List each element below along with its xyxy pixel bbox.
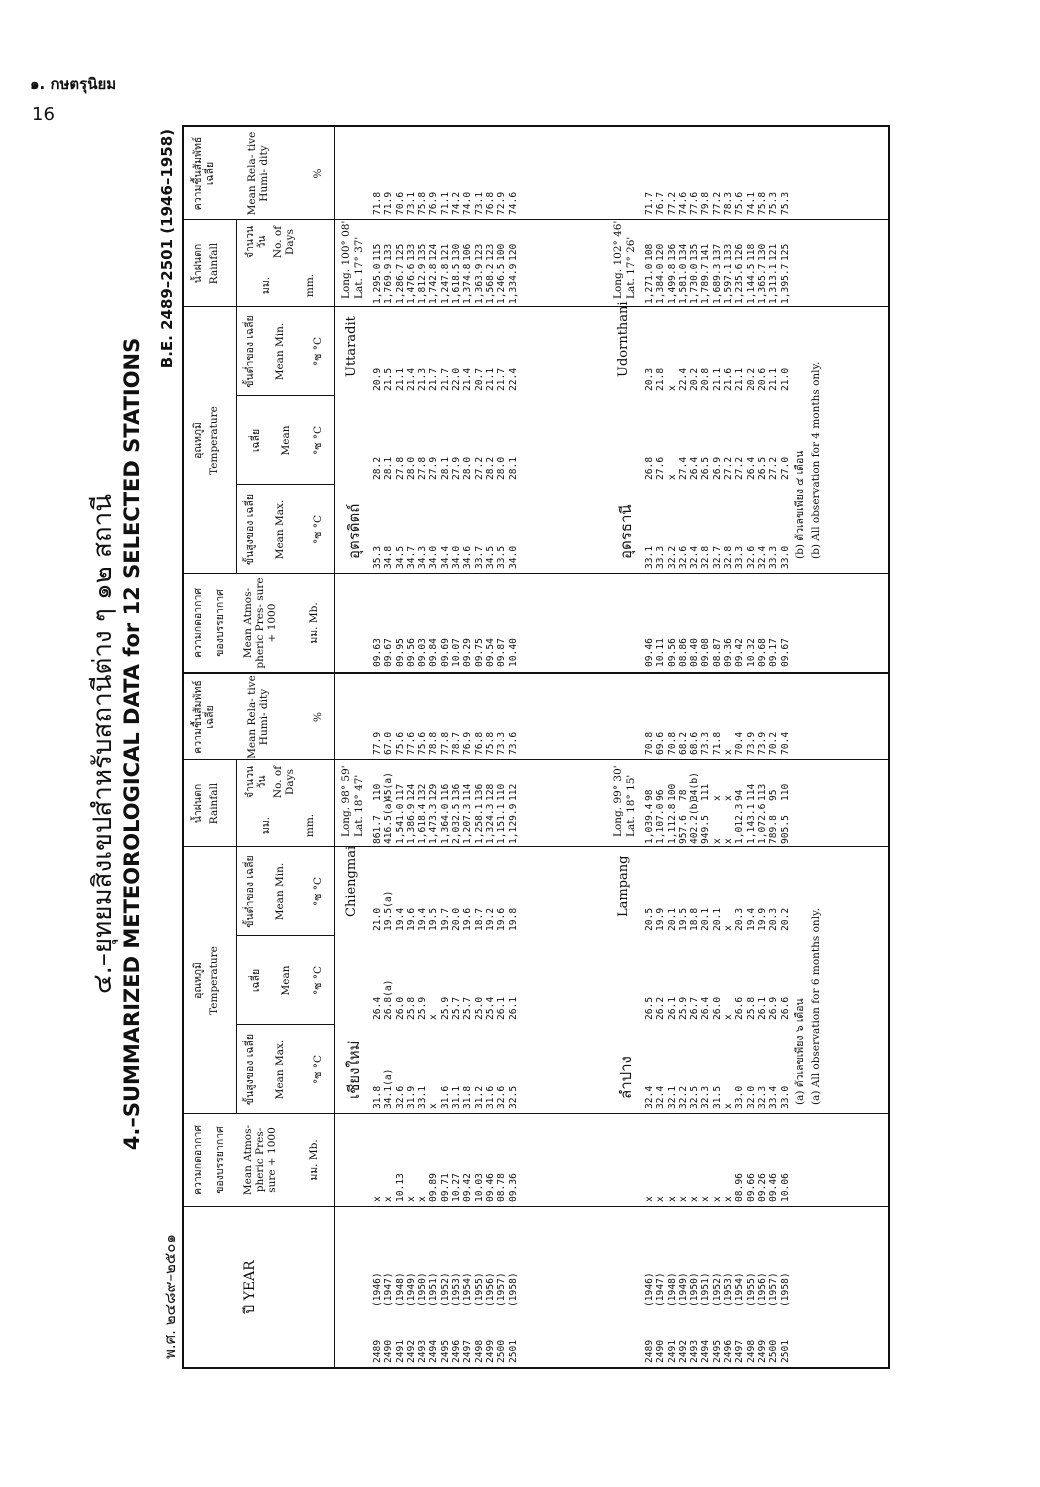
station-longitude: Long. 100° 08' [340,220,352,299]
station-latitude: Lat. 17° 26' [625,236,637,299]
header-pressure-en: Mean Atmos- pheric Pres- sure + 1000 [242,1124,278,1195]
rain_days-column: 98 96 100 78 34(b) 111 x x 94 114 113 95 110 [644,771,791,801]
pressure-column: 09.63 09.67 09.95 09.56 09.03 09.84 09.69 10.07 09.29 09.75 09.54 09.87 10.40 [372,637,519,667]
station-name: Udornthani [616,300,631,377]
header-rain-th: น้ำฝนตก [192,243,204,283]
data-table [182,125,890,1369]
footnote-a-english: (a) All observation for 6 months only. [810,907,822,1105]
header-humidity-th: ความชื้นสัมพัทธ์เฉลี่ย [192,136,216,210]
tmin-column: 20.5 19.9 20.1 19.5 18.8 20.1 20.1 x 20.3 19.4 19.9 20.3 20.2 [644,907,791,931]
date-range-thai: พ.ศ. ๒๔๘๙–๒๕๐๑ [161,1233,179,1359]
station-name: Lampang [616,855,631,917]
station-name-thai: ลำปาง [617,1055,635,1099]
station-name-thai: เชียงใหม่ [345,1039,363,1099]
humidity-column: 71.8 71.9 70.6 73.1 75.8 76.9 71.1 74.2 74.0 73.1 76.8 72.9 74.6 [372,191,519,215]
date-range-english: B.E. 2489–2501 (1946–1958) [158,128,176,368]
header-rain-en: Rainfall [208,782,220,824]
humidity-column: 70.8 69.6 70.8 68.2 68.6 73.3 71.8 x 70.4 73.9 73.9 70.2 70.4 [644,731,791,755]
header-temp-unit: °ซ °C [312,1054,324,1084]
header-tmin-th: ขั้นต่ำของ เฉลี่ย [244,854,256,928]
humidity-column: 77.9 67.0 75.6 77.6 75.6 78.8 77.8 78.7 76.9 76.8 75.8 73.3 73.6 [372,731,519,755]
station-name: Chiengmai [344,845,359,917]
humidity-column: 71.7 76.7 77.2 74.6 77.6 79.8 77.2 78.3 75.6 74.1 75.8 75.3 75.3 [644,191,791,215]
header-tmean-en: Mean [280,425,292,455]
header-humidity-en: Mean Rela- tive Humi- dity [246,674,270,759]
station-latitude: Lat. 18° 15' [625,774,637,837]
tmin-column: 21.0 19.5(a) 19.4 19.6 19.4 19.5 19.7 20.0 19.6 18.7 19.2 19.6 19.8 [372,890,519,931]
tmean-column: 26.5 26.2 26.1 25.9 26.7 26.4 26.0 x 26.6 25.8 26.1 26.9 26.6 [644,996,791,1020]
station-name: Uttaradit [344,315,359,377]
station-longitude: Long. 98° 59' [340,764,352,837]
header-tmax-en: Mean Max. [274,499,286,559]
header-temp-th: อุณหภูมิ [192,421,204,459]
station-name-thai: อุดรธานี [617,503,635,559]
header-temp-unit: °ซ °C [312,336,324,366]
pressure-column: 09.46 10.11 09.56 08.86 08.40 09.08 08.87 09.36 09.42 10.32 09.68 09.17 09.67 [644,637,791,667]
header-tmean-th: เฉลี่ย [250,428,262,452]
header-pressure-th2: ของบรรยากาศ [214,1125,226,1194]
year-ad-column: (1946) (1947) (1948) (1949) (1950) (1951) (1952) (1953) (1954) (1955) (1956) (1957) (1958) [372,1271,519,1307]
rain_mm-column: 1,271.0 1,384.0 1,499.8 1,581.0 1,730.0 1,789.7 1,689.3 1,597.1 1,235.6 1,144.5 1,365.7 1,313.1 1,395.7 [644,263,791,304]
header-humidity-unit: % [312,711,324,722]
tmean-column: 28.2 28.1 27.8 28.0 27.8 27.9 28.1 27.9 28.0 27.2 28.2 28.0 28.1 [372,456,519,480]
rain_days-column: 110 45(a) 117 124 132 129 116 136 114 136 128 110 112 [372,771,519,801]
header-temp-th: อุณหภูมิ [192,961,204,999]
header-pressure-th2: ของบรรยากาศ [214,588,226,657]
footnote-b-english: (b) All observation for 4 months only. [810,361,822,559]
header-rain-days-th: จำนวนวัน [244,225,268,258]
header-rain-mm: mm. [304,273,316,297]
year-ad-column: (1946) (1947) (1948) (1949) (1950) (1951) (1952) (1953) (1954) (1955) (1956) (1957) (1958) [644,1271,791,1307]
title-english: 4.–SUMMARIZED METEOROLOGICAL DATA for 12 SELECTED STATIONS [120,337,144,1150]
footnote-b-thai: (b) ตัวเลขเพียง ๔ เดือน [794,450,806,559]
header-temp-en: Temperature [208,405,220,475]
station-longitude: Long. 102° 46' [612,220,624,299]
header-pressure-th: ความกดอากาศ [192,1124,204,1195]
station-latitude: Lat. 17° 37' [353,236,365,299]
pressure-column: x x 10.13 x x 09.89 09.71 10.27 09.42 10.03 09.46 08.78 09.36 [372,1172,519,1202]
header-temp-unit: °ซ °C [312,965,324,995]
header-year: ปี YEAR [242,1259,258,1314]
rotated-table-page [80,109,960,1379]
tmax-column: 33.1 33.3 32.2 32.6 32.4 32.8 32.7 32.8 33.3 32.6 32.4 33.3 33.0 [644,545,791,569]
page-number: 16 [32,104,55,125]
header-tmax-en: Mean Max. [274,1039,286,1099]
station-name-thai: อุตรดิตถ์ [345,503,363,559]
header-humidity-th: ความชื้นสัมพัทธ์เฉลี่ย [192,679,216,754]
tmax-column: 32.4 32.4 32.1 32.2 32.5 32.3 31.5 x 33.0 32.0 32.3 33.4 33.0 [644,1085,791,1109]
rain_mm-column: 1,039.4 1,107.0 1,112.8 957.6 402.2(b) 949.5 x x 1,012.3 1,143.1 1,072.6 789.8 905.5 [644,797,791,844]
tmin-column: 20.3 21.8 x 22.4 20.2 20.8 21.1 21.6 21.1 20.2 20.6 21.1 21.0 [644,367,791,391]
station-longitude: Long. 99° 30' [612,764,624,837]
year-be-column: 2489 2490 2491 2492 2493 2494 2495 2496 2497 2498 2499 2500 2501 [372,1339,519,1363]
header-rain-mm: mm. [304,813,316,837]
header-rain-days-en: No. of Days [272,765,296,798]
header-tmean-th: เฉลี่ย [250,968,262,992]
header-rain-days-th: จำนวนวัน [244,765,268,798]
tmax-column: 31.8 34.1(a) 32.6 31.9 33.1 x 31.6 31.1 31.8 31.2 31.6 32.6 32.5 [372,1068,519,1109]
rain_days-column: 115 133 125 133 135 124 121 130 106 123 123 100 120 [372,243,519,261]
header-tmin-en: Mean Min. [274,322,286,380]
page-header: ๑. กษตรุนิยม [30,75,117,93]
header-pressure-th: ความกดอากาศ [192,587,204,658]
header-rain-en: Rainfall [208,242,220,284]
header-pressure-en: Mean Atmos- pheric Pres- sure + 1000 [242,576,278,669]
header-tmean-en: Mean [280,965,292,995]
header-rain-mm-th: มม. [260,276,272,294]
tmean-column: 26.4 26.8(a) 26.0 25.8 25.9 x 25.9 25.7 25.7 25.0 25.4 26.1 26.1 [372,979,519,1020]
tmin-column: 20.9 21.5 21.1 21.4 21.3 21.7 21.7 22.0 21.4 20.7 21.1 21.7 22.4 [372,367,519,391]
header-temp-unit: °ซ °C [312,514,324,544]
header-rain-days-en: No. of Days [272,225,296,258]
pressure-column: x x x x x x x x 08.96 09.66 09.26 09.46 10.06 [644,1172,791,1202]
footnote-a-thai: (a) ตัวเลขเพียง ๖ เดือน [794,997,806,1105]
title-thai: ๔.–ยุทยมสิงเขปสำหรับสถานีต่าง ๆ ๑๒ สถานี [88,493,118,994]
header-tmin-th: ขั้นต่ำของ เฉลี่ย [244,314,256,388]
tmean-column: 26.8 27.6 x 27.4 26.4 26.5 26.9 27.2 27.2 26.4 26.5 27.2 27.0 [644,456,791,480]
header-pressure-unit: มม. Mb. [308,1138,320,1181]
header-tmax-th: ขั้นสูงของ เฉลี่ย [244,1033,256,1105]
tmax-column: 35.3 34.8 34.5 34.7 34.3 34.0 34.4 34.0 34.6 33.7 34.5 33.5 34.0 [372,545,519,569]
rain_days-column: 108 120 136 134 135 141 137 133 126 118 130 121 125 [644,243,791,261]
header-tmax-th: ขั้นสูงของ เฉลี่ย [244,493,256,565]
header-humidity-en: Mean Rela- tive Humi- dity [246,131,270,215]
year-be-column: 2489 2490 2491 2492 2493 2494 2495 2496 2497 2498 2499 2500 2501 [644,1339,791,1363]
header-pressure-unit: มม. Mb. [308,601,320,644]
header-humidity-unit: % [312,168,324,178]
header-temp-unit: °ซ °C [312,425,324,455]
header-rain-th: น้ำฝนตก [192,783,204,823]
rain_mm-column: 861.7 416.5(a) 1,541.0 1,386.9 1,618.4 1,473.3 1,364.0 2,032.5 1,207.3 1,258.1 1,324.3 1,151.1 1,129.9 [372,797,519,844]
rain_mm-column: 1,295.0 1,769.9 1,286.7 1,476.6 1,812.9 1,742.8 1,247.8 1,618.5 1,374.8 1,363.9 1,568.2 1,246.5 1,334.9 [372,263,519,304]
station-latitude: Lat. 18° 47' [353,774,365,837]
header-rain-mm-th: มม. [260,816,272,834]
header-temp-unit: °ซ °C [312,876,324,906]
header-temp-en: Temperature [208,945,220,1015]
header-tmin-en: Mean Min. [274,862,286,920]
